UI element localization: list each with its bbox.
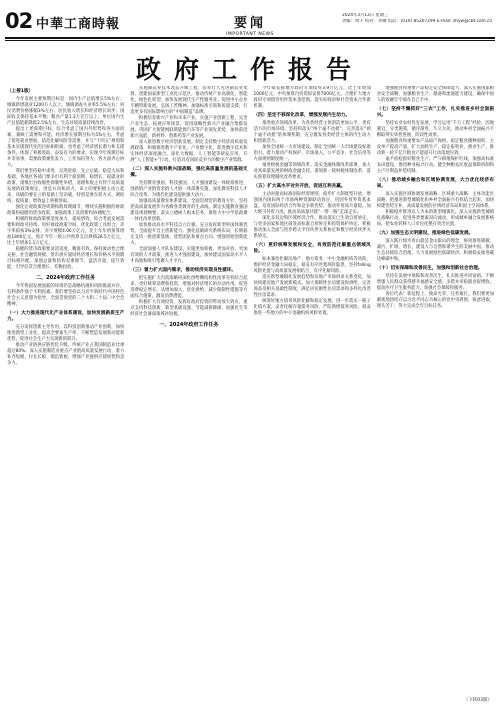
issue-date: 2024年3月13日 星期三 <box>342 13 389 18</box>
article-paragraph: 深入践行绿水青山就是金山银山的理念，协同推进降碳、减污、扩绿、增长，建设人与自然和谐共生的美丽中国。推动生态环境综合治理。大力发展绿色低碳经济。积极稳妥推进碳达峰碳中和。 <box>376 239 494 262</box>
article-subheading: （二）深入实施科教兴国战略，强化高质量发展的基础支撑。 <box>130 167 248 178</box>
article-paragraph: 深入实施区域协调发展战略、区域重大战略、主体功能区战略，把推进新型城镇化和乡村全面振兴有机结合起来，加快构建优势互补、高质量发展的区域经济布局和国土空间体系。 <box>376 192 494 209</box>
section-header <box>214 12 286 37</box>
article-subheading: 二、2024年政府工作任务 <box>36 275 96 281</box>
article-paragraph: 积极的财政政策要适度加力、提质增效。综合考虑发展需要和财政可持续，用好财政政策空间，优化政策工具组合。赤字率拟按3%安排，赤字规模4.06万亿元，比上年年初预算增加1800亿元。预计今年一般公共预算支出规模28.5万亿元，比上年增加1.1万亿元。 <box>7 217 125 246</box>
article-paragraph: 推进财税金融等领域改革。落实金融体制改革部署，加大对高质量发展的财政金融支持。谋划新一轮财税体制改革，落实预算管理制度改革要求。 <box>253 163 371 180</box>
article-subheading: （十）切实保障和改善民生，加强和创新社会治理。 <box>376 266 483 271</box>
editor-contact: 责编：周宇 校对：齐琳 电话：(010) 85207299 E-mail: zhyw@cbt.com.cn <box>342 19 492 24</box>
article-paragraph: 坚持在发展中保障和改善民生，扎实推进共同富裕，不断增强人民群众获得感幸福感安全感。多措并举稳就业促增收。提高医疗卫生服务能力。加强社会保障和服务。 <box>376 274 494 291</box>
article-paragraph: 充分发挥创新主导作用，以科技创新推动产业创新，加快推进新型工业化，提高全要素生产率，不断塑造发展新动能新优势，促进社会生产力实现新的跃升。 <box>7 325 125 342</box>
article-paragraph: 深入推进数字经济创新发展。制定支持数字经济高质量发展政策，积极推进数字产业化、产业数字化，促进数字技术和实体经济深度融合。深化大数据、人工智能等研发应用，开展“人工智能+”行动，打造具有国际竞争力的数字产业集群。 <box>130 140 248 163</box>
continuation-note: （下转03版） <box>463 698 492 703</box>
article-paragraph: 主动对接高标准国际经贸规则，稳步扩大制度型开放，增强国内国际两个市场两种资源联动效应，巩固外贸外资基本盘，培育国际经济合作和竞争新优势。推动外贸质升量稳。加大吸引外资力度。推动高质量共建“一带一路”走深走实。 <box>253 192 371 215</box>
article-paragraph: 积极稳步推进以人为本的新型城镇化。深入实施新型城镇化战略行动，促进各类要素双向流动，形成城乡融合发展新格局。把农业转移人口市民化摆在突出位置。 <box>376 210 494 227</box>
article-paragraph: 我们要坚持稳中求进、以进促稳、先立后破。稳是大局和基础，各地区各部门要多出有利于稳预期、稳增长、稳就业的政策，谨慎出台收缩性抑制性举措，清理和废止有悖于高质量发展的政策规定。进是方向和动力，该立的要积极主动立起来，该破的要在立的基础上坚决破，特别是要在转方式、调结构、提质量、增效益上积极进取。 <box>7 169 125 204</box>
newspaper-name: 中華工商時報 <box>36 17 121 32</box>
article-body <box>7 86 494 700</box>
article-paragraph: 适应新型城镇化发展趋势和房地产市场供求关系变化，加快构建房地产发展新模式。加大保障性住房建设和供给，完善商品房相关基础性制度，满足居民刚性住房需求和多样化改善性住房需求。 <box>253 275 371 298</box>
article-paragraph: 积极扩大有效投资。发挥好政府投资的带动放大效应，重点支持科技创新、新型基础设施、节能减排降碳，加强民生等经济社会薄弱领域补短板。 <box>130 300 248 317</box>
article-paragraph: 加强粮食和重要农产品稳产保供。稳定粮食播种面积，主攻单产提高产量。扩大油料生产，稳定畜牧业、渔业生产，推动新一轮千亿斤粮食产能提升行动落地见效。 <box>376 139 494 156</box>
article-paragraph: 深化多双边和区域经济合作。推动落实已生效自贸协定，与更多国家和地区商签高标准自贸协定和投资保护协定。积极推动加入全面与进步跨太平洋伙伴关系协定和数字经济伙伴关系协定。 <box>253 216 371 239</box>
article-paragraph: 今年我国发展面临的环境仍是战略机遇和风险挑战并存，有利条件强于不利因素。我们要坚持以习近平新时代中国特色社会主义思想为指导，全面贯彻党的二十大和二十届二中全会精神。 <box>7 284 125 307</box>
article-paragraph: 统筹好地方债务风险化解和稳定发展，进一步落实一揽子化债方案，妥善化解存量债务风险、严防新增债务风险。稳妥推进一些地方的中小金融机构风险处置。 <box>253 299 371 316</box>
article-paragraph: 积极培育新兴产业和未来产业。实施产业创新工程，完善产业生态，拓展应用场景，促进战略性新兴产业融合集群发展。巩固扩大智能网联新能源汽车等产业领先优势，加快前沿新兴氢能、新材料、创新药等产业发展。 <box>130 116 248 139</box>
header-rule-thin <box>5 40 495 41</box>
article-subheading: （上接1版） <box>7 89 34 94</box>
issue-meta <box>342 13 492 25</box>
article-column <box>377 86 494 700</box>
article-paragraph: 推进重点领域改革，为各类经营主体创造更加公平、更有活力的市场环境。坚持和落实“两个毫不动摇”。完善落实“两个毫不动摇”的体制机制，充分激发各类经营主体的内生动力和创新活力。 <box>253 121 371 144</box>
article-paragraph: 各位代表！新征程上，使命光荣、任务艰巨。我们要更加紧密地团结在以习近平同志为核心的党中央周围，锐意进取、埋头苦干，努力完成全年目标任务。 <box>376 292 494 309</box>
section-title: 要闻 <box>233 16 266 31</box>
article-paragraph: 提出上述预期目标，综合考虑了国内外形势和各方面因素，兼顾了需要和可能。经济增长预期目标为5%左右，考虑了促进就业增收、防范化解风险等需要，并与“十四五”规划和基本实现现代化的目标相衔接，也考虑了经济增长潜力和支撑条件，体现了积极进取、奋发有为的要求。实现今年预期目标并非易事，需要政策聚焦发力、工作加倍努力、各方面齐心协力。 <box>7 127 125 168</box>
section-subtitle: IMPORTANT NEWS <box>226 32 274 37</box>
page-number: 02 <box>5 9 33 33</box>
article-subheading: （八）推动城乡融合和区域协调发展，大力优化经济布局。 <box>376 178 494 189</box>
article-subheading: （六）更好统筹发展和安全，有效防范化解重点领域风险。 <box>253 243 371 254</box>
article-paragraph: 把实施扩大内需战略同深化供给侧结构性改革有机结合起来，更好统筹消费和投资，增强对经济增长的拉动作用。促进消费稳定增长。从增加收入、优化供给、减少限制性措施等方面综合施策，激发消费潜能。 <box>130 276 248 299</box>
article-paragraph: 推动产业链供应链优化升级。传统产业占我国制造业比重超过80%。深入实施制造业重点产业链高质量发展行动，着力补齐短板、拉长长板、锻造新板，增强产业链供应链韧性和竞争力。 <box>7 343 125 366</box>
article-paragraph: 增强粮食和重要产品稳定安全保障能力。深入实施国家粮食安全战略，加强粮食生产、储备和流通能力建设，确保中国人的饭碗牢牢端在自己手中。 <box>376 86 494 103</box>
page-headline: 政府工作报告 <box>135 55 364 84</box>
article-paragraph: 毫不放松抓好粮食生产。严守耕地保护红线，加强高标准农田建设，推进种业振兴行动。健全种粮农民收益保障机制和主产区利益补偿机制。 <box>376 157 494 174</box>
article-subheading: 一、2024年政府工作任务 <box>159 322 219 328</box>
article-paragraph: 坚持教育强国、科技强国、人才强国建设一体统筹推进，创新链产业链资金链人才链一体部署实施，深化教育科技人才综合改革，为现代化建设提供强大动力。 <box>130 181 248 198</box>
article-paragraph: 今年发展主要预期目标是：国内生产总值增长5%左右；城镇新增就业1200万人以上，城镇调查失业率5.5%左右；居民消费价格涨幅3%左右；居民收入增长和经济增长同步；国际收支保持基本平衡；粮食产量1.3万亿斤以上；单位国内生产总值能耗降低2.5%左右，生态环境质量持续改善。 <box>7 97 125 126</box>
article-column <box>254 86 371 700</box>
article-paragraph: 今年拟安排地方政府专项债券3.9万亿元，比上年增加1000亿元。中央预算内投资拟安排7000亿元。合理扩大地方政府专项债券用作资本金范围。落实好政府和社会资本合作新机制。 <box>253 86 371 109</box>
article-paragraph: 坚持农业农村优先发展，学习运用“千万工程”经验，因地制宜、分类施策，循序渐进、久久为功，推动乡村全面振兴不断取得实质性进展、阶段性成果。 <box>376 121 494 138</box>
article-subheading: （四）坚定不移深化改革，增强发展内生动力。 <box>253 113 350 118</box>
article-paragraph: 稳健的货币政策要灵活适度、精准有效。保持流动性合理充裕，社会融资规模、货币供应量同经济增长和价格水平预期目标相匹配。加强总量和结构双重调节，盘活存量、提升效能，引导信贷合理增长、均衡投放。 <box>7 247 125 270</box>
article-paragraph: 加快全国统一大市场建设。制定全国统一大市场建设标准指引。着力推动产权保护、市场准入、公平竞争、社会信用等方面规则制度统一。 <box>253 145 371 162</box>
article-paragraph: 加强高质量教育体系建设。全面贯彻党的教育方针，坚持把高质量发展作为各级各类教育的生命线。制定实施教育强国建设规划纲要。落实立德树人根本任务，推进大中小学思政课一体化改革创新。 <box>130 199 248 222</box>
article-paragraph: 强化宏观政策逆周期和跨周期调节，继续实施积极的财政政策和稳健的货币政策，加强政策工具创新和协调配合。 <box>7 205 125 216</box>
article-paragraph: 全面加强人才队伍建设。实施更加积极、更加开放、更加有效的人才政策，推进人才强国建设。加快建设国家高水平人才高地和吸引集聚人才平台。 <box>130 247 248 264</box>
article-column <box>130 86 247 700</box>
article-column <box>7 86 124 700</box>
article-subheading: （五）扩大高水平对外开放，促进互利共赢。 <box>253 184 346 189</box>
masthead <box>0 0 500 38</box>
article-paragraph: 加快推动高水平科技自立自强。充分发挥新型举国体制优势，全面提升自主创新能力。强化基础研究系统布局，长期稳定支持一批创新基地、优势团队和重点方向，增强原始创新能力。 <box>130 223 248 246</box>
article-subheading: （九）加强生态文明建设，推进绿色低碳发展。 <box>376 231 474 236</box>
article-subheading: （七）坚持不懈抓好“三农”工作，扎实推进乡村全面振兴。 <box>376 107 494 118</box>
article-paragraph: 标本兼治化解房地产、地方债务、中小金融机构等风险，维护经济金融大局稳定。稳妥有序处置风险隐患，坚持falling风险处置与高质量发展相结合，有序化解风险。 <box>253 257 371 274</box>
header-rule-thick <box>5 37 495 39</box>
article-paragraph: 实施制造业技术改造升级工程，培育壮大先进制造业集群，创建国家新型工业化示范区，推动传统产业高端化、智能化、绿色化转型。加快发展现代生产性服务业。促进中小企业专精特新发展。弘扬工匠精神。加强标准引领和质量支撑，打造更多有国际影响力的“中国制造”品牌。 <box>130 86 248 115</box>
article-subheading: （三）着力扩大国内需求，推动经济实现良性循环。 <box>130 268 236 273</box>
article-subheading: （一）大力推进现代化产业体系建设，加快发展新质生产力。 <box>7 311 125 322</box>
